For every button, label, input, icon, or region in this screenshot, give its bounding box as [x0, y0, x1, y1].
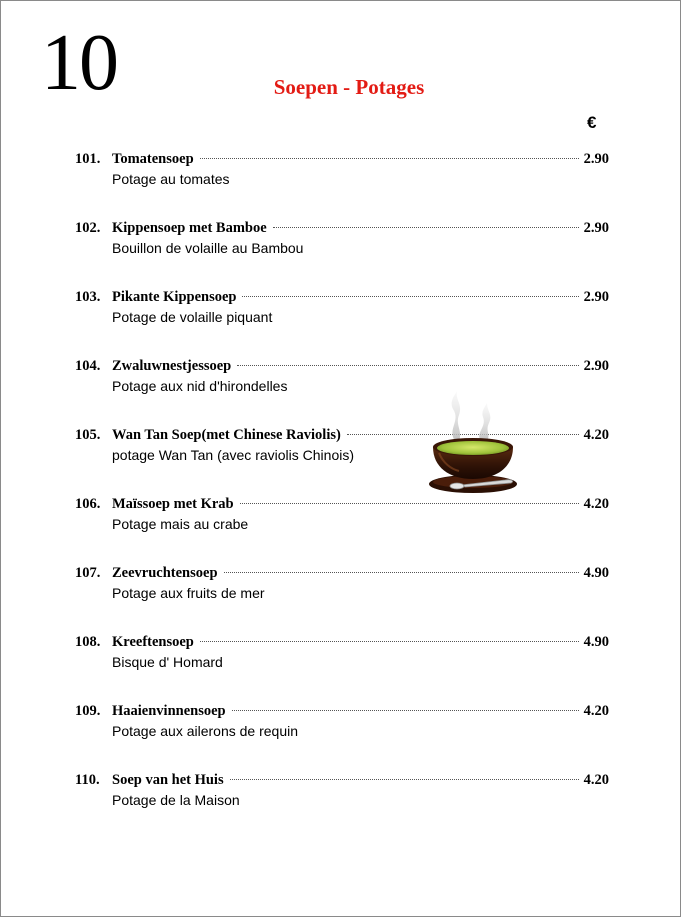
item-number: 104.: [75, 358, 101, 374]
menu-item: [1, 496, 681, 546]
item-number: 108.: [75, 634, 101, 650]
dot-leader: [230, 779, 579, 780]
item-description: Potage aux ailerons de requin: [112, 723, 299, 739]
item-description: Potage aux fruits de mer: [112, 585, 265, 601]
item-description: potage Wan Tan (avec raviolis Chinois): [112, 447, 355, 463]
dot-leader: [273, 227, 579, 228]
dot-leader: [200, 158, 579, 159]
dot-leader: [237, 365, 578, 366]
item-price: 2.90: [583, 151, 609, 167]
item-name: Zeevruchtensoep: [112, 565, 218, 581]
item-description: Bouillon de volaille au Bambou: [112, 240, 304, 256]
item-price: 2.90: [583, 289, 609, 305]
menu-item: [1, 703, 681, 753]
item-price: 4.20: [583, 703, 609, 719]
item-description: Potage aux nid d'hirondelles: [112, 378, 288, 394]
item-number: 105.: [75, 427, 101, 443]
menu-item: [1, 634, 681, 684]
item-price: 2.90: [583, 358, 609, 374]
menu-item: [1, 772, 681, 822]
menu-item: [1, 220, 681, 270]
dot-leader: [242, 296, 578, 297]
item-number: 106.: [75, 496, 101, 512]
item-price: 4.20: [583, 427, 609, 443]
item-name: Soep van het Huis: [112, 772, 224, 788]
item-name: Kippensoep met Bamboe: [112, 220, 267, 236]
dot-leader: [240, 503, 579, 504]
item-description: Potage mais au crabe: [112, 516, 249, 532]
dot-leader: [224, 572, 579, 573]
menu-item: [1, 289, 681, 339]
item-description: Potage de volaille piquant: [112, 309, 273, 325]
item-number: 110.: [75, 772, 100, 788]
item-name: Tomatensoep: [112, 151, 194, 167]
menu-item: [1, 358, 681, 408]
item-number: 102.: [75, 220, 101, 236]
item-number: 107.: [75, 565, 101, 581]
page-number: 10: [41, 19, 117, 107]
item-name: Kreeftensoep: [112, 634, 194, 650]
currency-symbol: €: [587, 113, 597, 132]
section-title: Soepen - Potages: [273, 75, 425, 99]
item-name: Pikante Kippensoep: [112, 289, 237, 305]
menu-item: [1, 151, 681, 201]
item-price: 2.90: [583, 220, 609, 236]
item-price: 4.20: [583, 496, 609, 512]
soup-bowl-icon: [425, 389, 521, 497]
menu-item: [1, 565, 681, 615]
dot-leader: [232, 710, 579, 711]
item-price: 4.90: [583, 565, 609, 581]
item-name: Zwaluwnestjessoep: [112, 358, 232, 374]
dot-leader: [200, 641, 579, 642]
item-name: Haaienvinnensoep: [112, 703, 226, 719]
item-description: Bisque d' Homard: [112, 654, 223, 670]
item-number: 101.: [75, 151, 101, 167]
item-price: 4.90: [583, 634, 609, 650]
item-number: 103.: [75, 289, 101, 305]
item-description: Potage de la Maison: [112, 792, 240, 808]
item-price: 4.20: [583, 772, 609, 788]
menu-item: [1, 427, 681, 477]
item-name: Wan Tan Soep(met Chinese Raviolis): [112, 427, 341, 443]
item-name: Maïssoep met Krab: [112, 496, 234, 512]
item-description: Potage au tomates: [112, 171, 230, 187]
item-number: 109.: [75, 703, 101, 719]
